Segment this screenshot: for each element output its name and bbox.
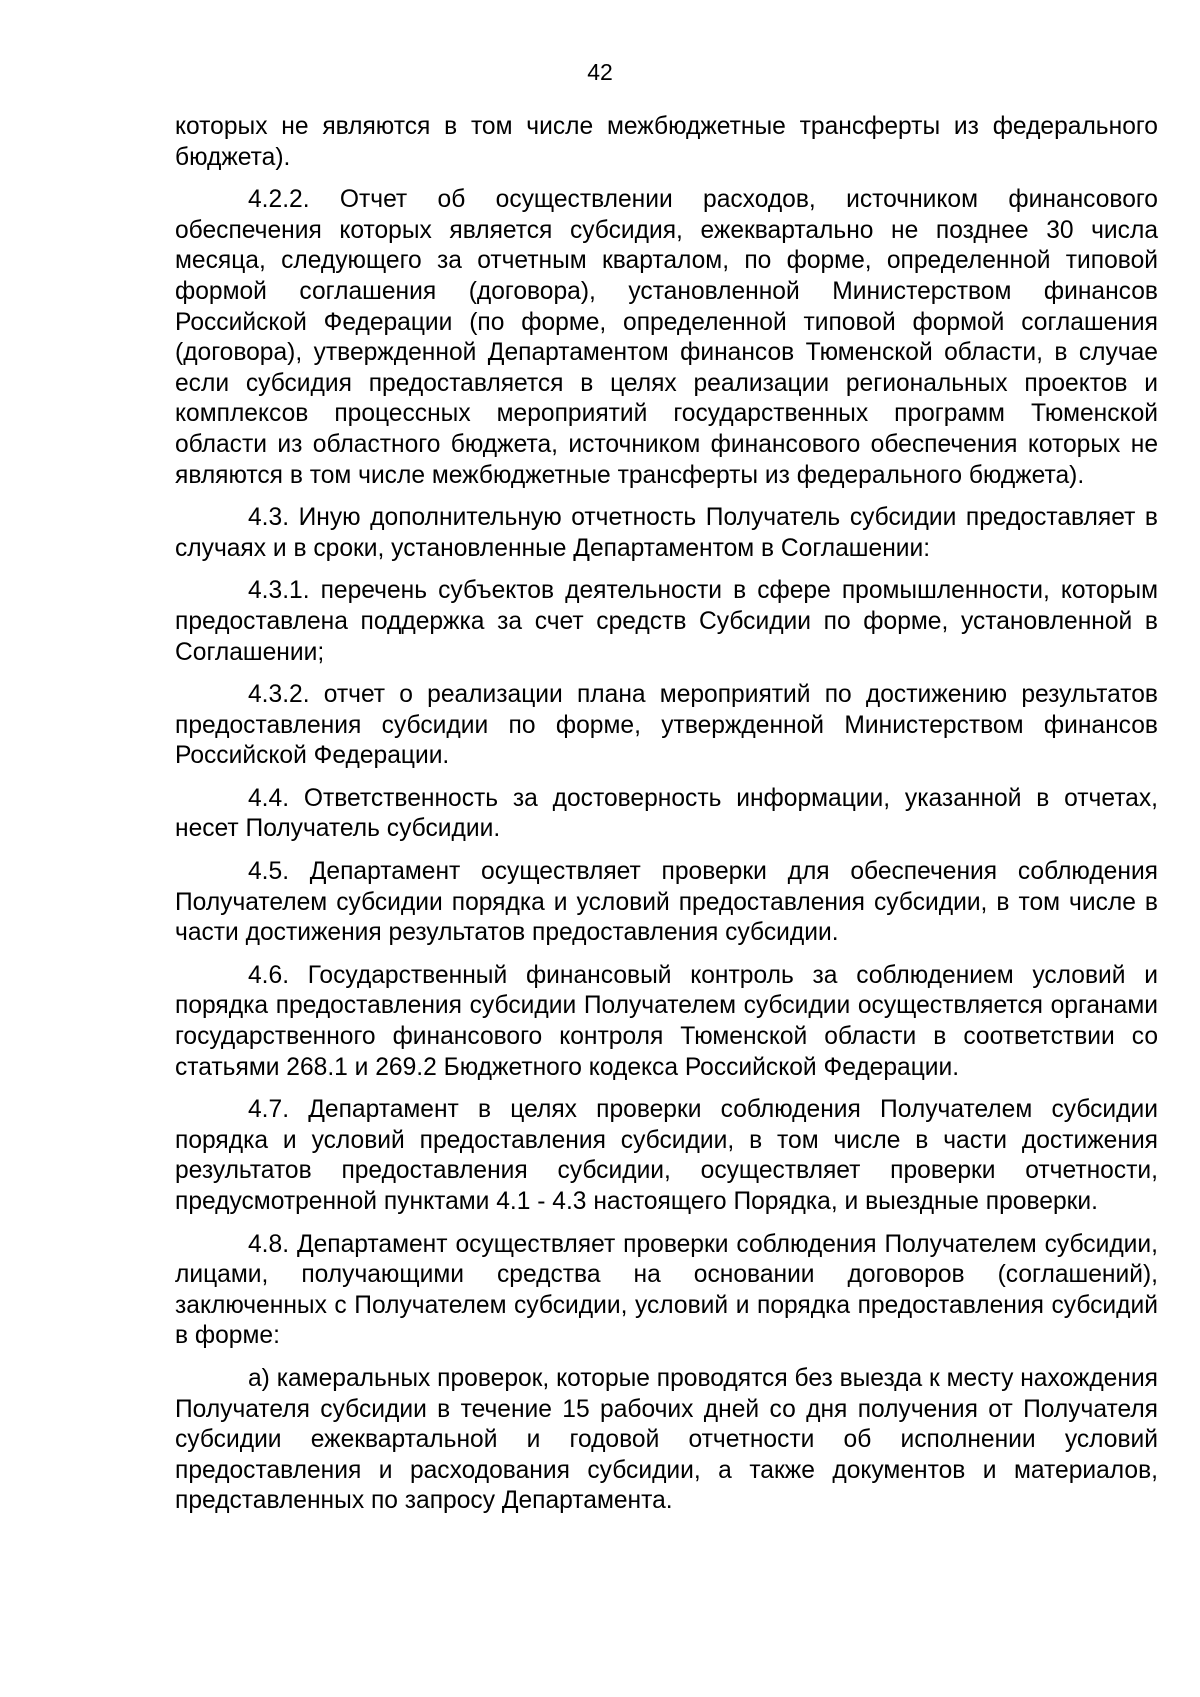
paragraph-4-3-2: 4.3.2. отчет о реализации плана мероприятий по достижению результатов предоставления субсидии по форме, утвержденной Министерством финансов Российской Федерации. <box>175 681 1158 770</box>
paragraph-4-6: 4.6. Государственный финансовый контроль за соблюдением условий и порядка предоставления субсидии Получателем субсидии осуществляется органами государственного финансового контроля Тюменской области в соответствии со статьями 268.1 и 269.2 Бюджетного кодекса Российской Федерации. <box>175 961 1158 1081</box>
paragraph-4-8: 4.8. Департамент осуществляет проверки соблюдения Получателем субсидии, лицами, получающими средства на основании договоров (соглашений), заключенных с Получателем субсидии, условий и порядка предоставления субсидий в форме: <box>175 1230 1158 1350</box>
paragraph-4-3-1: 4.3.1. перечень субъектов деятельности в сфере промышленности, которым предоставлена поддержка за счет средств Субсидии по форме, установленной в Соглашении; <box>175 577 1158 666</box>
paragraph-continuation: которых не являются в том числе межбюджетные трансферты из федерального бюджета). <box>175 113 1158 171</box>
paragraph-4-2-2: 4.2.2. Отчет об осуществлении расходов, источником финансового обеспечения которых является субсидия, ежеквартально не позднее 30 числа месяца, следующего за отчетным кварталом, по форме, определенной типовой формой соглашения (договора), установленной Министерством финансов Российской Федерации (по форме, определенной типовой формой соглашения (договора), утвержденной Департаментом финансов Тюменской области, в случае если субсидия предоставляется в целях реализации региональных проектов и комплексов процессных мероприятий государственных программ Тюменской области из областного бюджета, источником финансового обеспечения которых не являются в том числе межбюджетные трансферты из федерального бюджета). <box>175 186 1158 489</box>
paragraph-4-7: 4.7. Департамент в целях проверки соблюдения Получателем субсидии порядка и условий предоставления субсидии, в том числе в части достижения результатов предоставления субсидии, осуществляет проверки отчетности, предусмотренной пунктами 4.1 - 4.3 настоящего Порядка, и выездные проверки. <box>175 1096 1158 1215</box>
paragraph-4-8-a: а) камеральных проверок, которые проводятся без выезда к месту нахождения Получателя субсидии в течение 15 рабочих дней со дня получения от Получателя субсидии ежеквартальной и годовой отчетности об исполнении условий предоставления и расходования субсидии, а также документов и материалов, представленных по запросу Департамента. <box>175 1364 1158 1515</box>
page-number: 42 <box>587 59 613 85</box>
document-body <box>175 112 1158 1529</box>
paragraph-4-4: 4.4. Ответственность за достоверность информации, указанной в отчетах, несет Получатель субсидии. <box>175 784 1158 843</box>
paragraph-4-3: 4.3. Иную дополнительную отчетность Получатель субсидии предоставляет в случаях и в сроки, установленные Департаментом в Соглашении: <box>175 504 1158 562</box>
paragraph-4-5: 4.5. Департамент осуществляет проверки для обеспечения соблюдения Получателем субсидии порядка и условий предоставления субсидии, в том числе в части достижения результатов предоставления субсидии. <box>175 858 1158 947</box>
